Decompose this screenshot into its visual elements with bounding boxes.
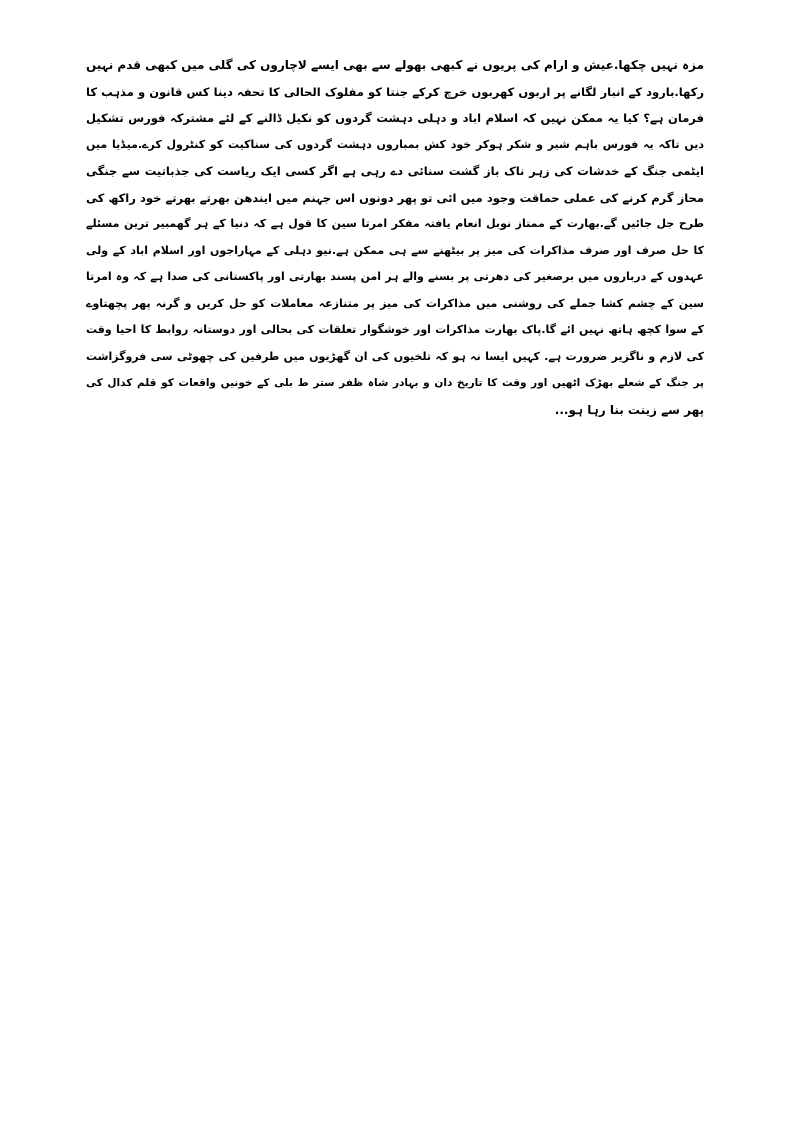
text-line: مزہ نہیں چکھا.عیش و ارام کی پریوں نے کبھی بھولے سے بھی ایسے لاچاروں کی گلی میں کبھی قدم نہیں [86,58,704,72]
text-line-last: پھر سے زینت بنا رہا ہو... [554,402,704,417]
text-line: کے سوا کچھ ہاتھ نہیں ائے گا.پاک بھارت مذاکرات اور خوشگوار تعلقات کی بحالی اور دوستانہ روابط کا احیا وقت [86,323,704,336]
text-line: کا حل صرف اور صرف مذاکرات کی میز پر بیٹھنے سے ہی ممکن ہے.نیو دہلی کے مہاراجوں اور اسلام اباد کے ولی [86,243,704,257]
article-body [86,52,704,423]
text-line: فرمان ہے؟ کیا یہ ممکن نہیں کہ اسلام اباد و دہلی دہشت گردوں کو نکیل ڈالنے کے لئے مشترکہ فورس تشکیل [86,111,704,125]
text-line: عہدوں کے درباروں میں برصغیر کی دھرتی پر بسنے والے ہر امن پسند بھارتی اور پاکستانی کی صدا ہے کہ وہ امرتا [86,270,704,283]
text-line: دیں تاکہ یہ فورس باہم شیر و شکر ہوکر خود کش بمباروں دہشت گردوں کی سناکیت کو کنٹرول کرے.میڈیا میں [86,137,704,151]
text-line: محاز گرم کرنے کی عملی حماقت وجود میں ائی تو پھر دونوں اس جہنم میں ایندھن بھرتے بھرتے خود راکھ کی [86,190,704,205]
text-line: رکھا.بارود کے انبار لگانے پر اربوں کھربوں خرچ کرکے جنتا کو مفلوک الحالی کا تحفہ دینا کس قانون و مذہب کا [86,84,704,99]
text-line: طرح جل جائیں گے.بھارت کے ممتاز نوبل انعام یافتہ مفکر امرتا سین کا قول ہے کہ دنیا کے ہر گھمبیر ترین مسئلے [86,217,704,230]
text-line: سین کے چشم کشا جملے کی روشنی میں مذاکرات کی میز پر متنازعہ معاملات کو حل کریں و گرنہ پھر پچھتاوے [86,296,704,310]
text-line: ایٹمی جنگ کے خدشات کی زہر ناک باز گشت سنائی دے رہی ہے اگر کسی ایک ریاست کی جذباتیت سے جنگی [86,164,704,178]
text-line: کی لازم و ناگزیر ضرورت ہے. کہیں ایسا نہ ہو کہ تلخیوں کی ان گھڑیوں میں طرفین کی چھوٹی سی فروگزاشت [86,349,704,363]
text-line: پر جنگ کے شعلے بھڑک اٹھیں اور وقت کا تاریخ دان و بہادر شاہ ظفر ستر ط بلی کے خونیں واقعات کو قلم کدال کی [86,377,704,389]
